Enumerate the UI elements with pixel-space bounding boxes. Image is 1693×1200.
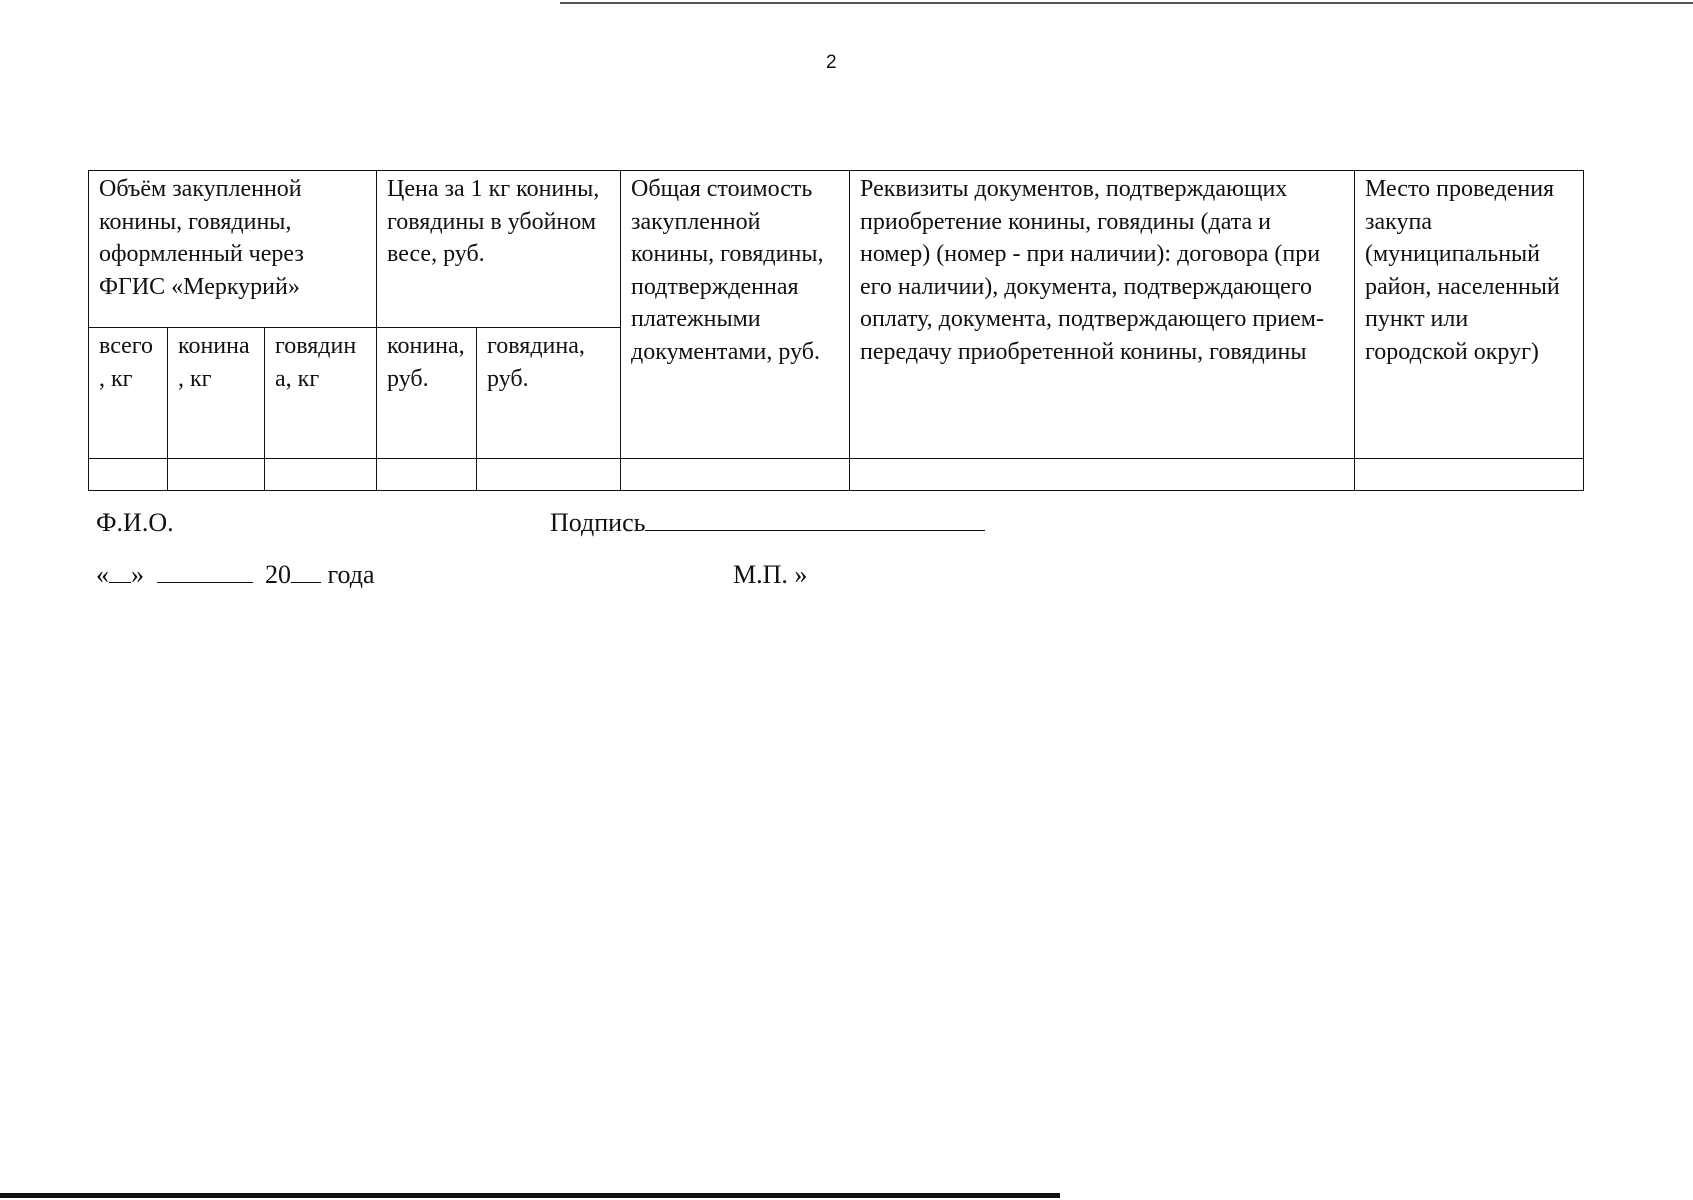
table-empty-row [89,459,1584,491]
header-documents: Реквизиты документов, подтверждающих приобретение конины, говядины (дата и номер) (номер - при наличии): договора (при его наличии), документа, подтверждающего оплату, документа, подтверждающего прием-передачу приобретенной конины, говядины [850,171,1355,459]
empty-cell [621,459,850,491]
page-number: 2 [826,52,837,73]
bottom-edge-line [0,1193,1060,1198]
header-place: Место проведения закупа (муниципальный район, населенный пункт или городской округ) [1355,171,1584,459]
year-prefix: 20 [265,560,291,589]
subheader-volume-beef: говядина, кг [265,328,377,459]
empty-cell [168,459,265,491]
empty-cell [265,459,377,491]
top-edge-line [560,2,1693,4]
header-price: Цена за 1 кг конины, говядины в убойном весе, руб. [377,171,621,328]
signature-line [550,508,985,538]
subheader-volume-horse: конина, кг [168,328,265,459]
year-blank [291,560,321,583]
table-header-row [89,171,1584,328]
header-total-cost: Общая стоимость закупленной конины, говядины, подтвержденная платежными документами, руб. [621,171,850,459]
signature-label: Подпись [550,508,646,537]
subheader-price-beef: говядина, руб. [477,328,621,459]
header-volume: Объём закупленной конины, говядины, оформленный через ФГИС «Меркурий» [89,171,377,328]
signature-blank [645,508,985,531]
day-blank [109,560,131,583]
stamp-label: М.П. » [733,560,808,589]
year-suffix: года [327,560,375,589]
empty-cell [477,459,621,491]
date-line [96,560,375,590]
empty-cell [1355,459,1584,491]
month-blank [157,560,253,583]
empty-cell [850,459,1355,491]
fio-label: Ф.И.О. [96,508,174,537]
empty-cell [89,459,168,491]
date-close-quote: » [131,560,144,589]
procurement-table [88,170,1584,491]
subheader-volume-total: всего, кг [89,328,168,459]
empty-cell [377,459,477,491]
subheader-price-horse: конина, руб. [377,328,477,459]
date-open-quote: « [96,560,109,589]
